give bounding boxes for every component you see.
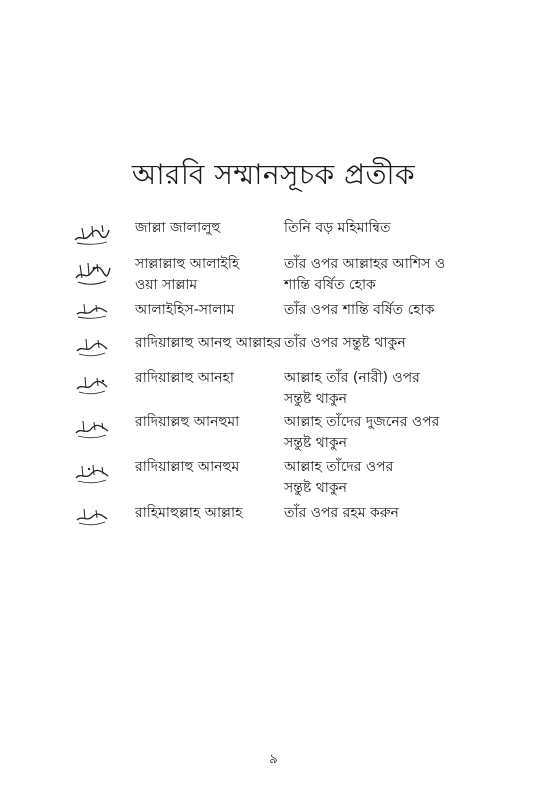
symbol-term-line: রাদিয়াল্লহু আনহুমা [135, 414, 240, 430]
jalla-jalaluhu-calligraphy-icon [72, 220, 112, 246]
symbol-meaning-line: সন্তুষ্ট থাকুন [284, 435, 348, 451]
symbol-meaning-line: শান্তি বর্ষিত হোক [284, 277, 376, 293]
symbol-term [135, 218, 275, 239]
symbol-meaning-line: আল্লাহ তাঁর (নারী) ওপর [284, 370, 420, 386]
symbol-meaning-line: তাঁর ওপর আল্লাহর আশিস ও [284, 256, 446, 272]
symbol-meaning [284, 333, 474, 354]
sallallahu-alaihi-wa-sallam-calligraphy-icon [72, 260, 112, 286]
symbol-meaning-line: সন্তুষ্ট থাকুন [284, 391, 348, 407]
radiyallahu-anhuma-calligraphy-icon [72, 416, 112, 442]
symbol-meaning-line: তাঁর ওপর রহম করুন [284, 505, 399, 521]
radiyallahu-anhum-calligraphy-icon [72, 461, 112, 487]
symbol-term-line: রাদিয়াল্লাহু আনহুম [135, 459, 240, 475]
rahimahullah-calligraphy-icon [72, 504, 112, 530]
symbol-term-line: রাদিয়াল্লাহু আনহু আল্লাহর [135, 335, 282, 351]
page-number: ৯ [269, 752, 278, 767]
symbol-term-line: সাল্লাল্লাহু আলাইহি [135, 256, 240, 272]
symbol-term-line: রাদিয়াল্লাহু আনহা [135, 370, 234, 386]
symbol-meaning-line: তাঁর ওপর সন্তুষ্ট থাকুন [284, 335, 406, 351]
symbol-term [135, 333, 282, 354]
radiyallahu-anhu-calligraphy-icon [72, 334, 112, 360]
symbol-meaning [284, 254, 474, 296]
symbol-meaning-line: আল্লাহ তাঁদের ওপর [284, 459, 394, 475]
symbol-term-line: ওয়া সাল্লাম [135, 277, 198, 293]
symbol-term-line: রাহিমাহুল্লাহ আল্লাহ [135, 505, 243, 521]
symbol-meaning [284, 368, 474, 410]
symbol-term [135, 457, 275, 478]
alaihis-salam-calligraphy-icon [72, 298, 112, 324]
symbol-term [135, 368, 275, 389]
symbol-meaning [284, 218, 474, 239]
symbol-term-line: জাল্লা জালালুহু [135, 220, 221, 236]
symbol-term [135, 254, 275, 296]
symbol-meaning-line: সন্তুষ্ট থাকুন [284, 480, 348, 496]
symbol-meaning-line: আল্লাহ তাঁদের দুজনের ওপর [284, 414, 440, 430]
symbol-term [135, 300, 275, 321]
symbol-term-line: আলাইহিস-সালাম [135, 302, 235, 318]
symbol-term [135, 503, 275, 524]
symbol-meaning-line: তিনি বড় মহিমান্বিত [284, 220, 391, 236]
symbol-meaning [284, 412, 474, 454]
radiyallahu-anha-calligraphy-icon [72, 372, 112, 398]
symbol-term [135, 412, 275, 433]
symbol-meaning [284, 503, 474, 524]
symbol-meaning [284, 300, 474, 321]
symbol-meaning-line: তাঁর ওপর শান্তি বর্ষিত হোক [284, 302, 435, 318]
symbol-meaning [284, 457, 474, 499]
page-title: আরবি সম্মানসূচক প্রতীক [131, 157, 416, 191]
